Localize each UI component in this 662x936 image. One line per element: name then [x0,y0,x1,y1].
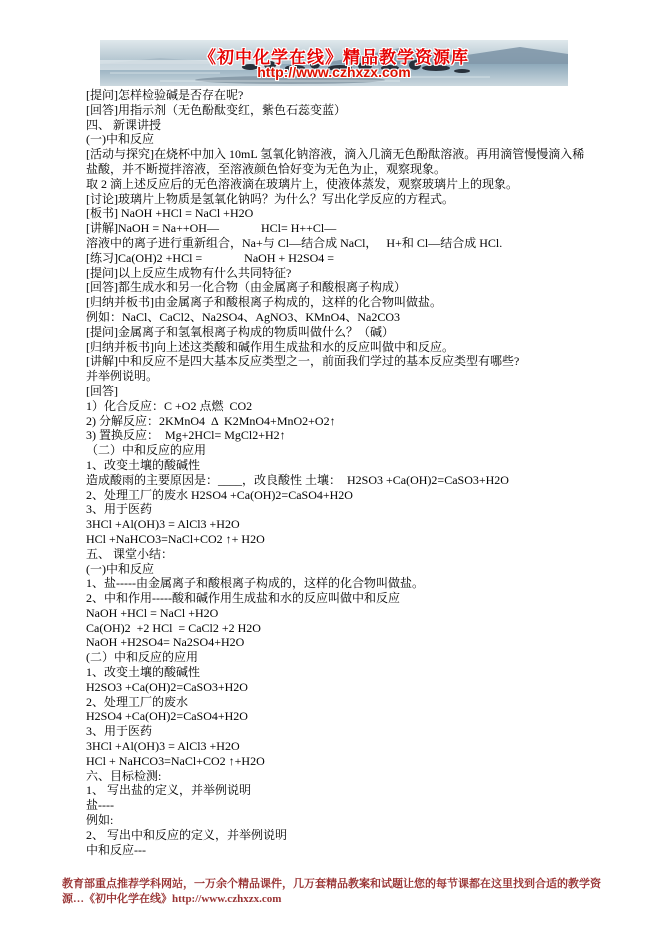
doc-line: 例如: [86,813,114,828]
footer-note [62,877,610,907]
doc-line: [提问]以上反应生成物有什么共同特征? [86,265,292,280]
doc-line: [回答]都生成水和另一化合物（由金属离子和酸根离子构成） [86,280,406,295]
doc-line: （二）中和反应的应用 [86,443,207,458]
doc-line: 造成酸雨的主要原因是：____，改良酸性 土壤： H2SO3 +Ca(OH)2=CaSO3+H2O [86,472,509,487]
doc-line: 2、处理工厂的废水 H2SO4 +Ca(OH)2=CaSO4+H2O [86,487,353,502]
doc-line: [讲解]NaOH = Na++OH— HCl= H++Cl— [86,221,337,236]
doc-line: (一)中和反应 [86,561,154,576]
doc-line: 四、 新课讲授 [86,117,162,132]
doc-line: 六、目标检测: [86,768,162,783]
footer-text: 教育部重点推荐学科网站，一万余个精品课件，几万套精品教案和试题让您的每节课都在这里找到合适的教学资源…《初中化学在线》 [62,878,601,905]
banner-title: 《初中化学在线》精品教学资源库 [199,48,469,68]
doc-line: [回答]用指示剂（无色酚酞变红，紫色石蕊变蓝） [86,102,346,117]
banner-url: http://www.czhxzx.com [257,64,411,80]
doc-line: 1、改变土壤的酸碱性 [86,665,201,680]
document-body [86,88,631,857]
doc-line: 3、用于医药 [86,724,153,739]
doc-line: [讲解]中和反应不是四大基本反应类型之一，前面我们学过的基本反应类型有哪些? [86,354,520,369]
doc-line: 中和反应--- [86,842,146,857]
doc-line: 例如：NaCl、CaCl2、Na2SO4、AgNO3、KMnO4、Na2CO3 [86,309,400,324]
doc-line: 取 2 滴上述反应后的无色溶液滴在玻璃片上，使液体蒸发，观察玻璃片上的现象。 [86,176,519,191]
doc-line: HCl +NaHCO3=NaCl+CO2 ↑+ H2O [86,531,265,546]
doc-line: HCl + NaHCO3=NaCl+CO2 ↑+H2O [86,753,265,768]
doc-line: [归纳并板书]向上述这类酸和碱作用生成盐和水的反应叫做中和反应。 [86,339,454,354]
doc-line: 1、改变土壤的酸碱性 [86,457,201,472]
doc-line: [板书] NaOH +HCl = NaCl +H2O [86,206,254,221]
doc-line: 2、中和作用-----酸和碱作用生成盐和水的反应叫做中和反应 [86,591,400,606]
doc-line: 1、 写出盐的定义，并举例说明 [86,783,252,798]
doc-line: (一)中和反应 [86,132,154,147]
doc-line: 3HCl +Al(OH)3 = AlCl3 +H2O [86,517,240,532]
doc-line: 盐---- [86,798,114,813]
doc-line: (二）中和反应的应用 [86,650,198,665]
doc-line: 3) 置换反应： Mg+2HCl= MgCl2+H2↑ [86,428,286,443]
doc-line: 3、用于医药 [86,502,153,517]
doc-line: [归纳并板书]由金属离子和酸根离子构成的，这样的化合物叫做盐。 [86,295,442,310]
doc-line: 2) 分解反应：2KMnO4 Δ K2MnO4+MnO2+O2↑ [86,413,336,428]
doc-line: 1）化合反应：C +O2 点燃 CO2 [86,398,253,413]
doc-line: H2SO4 +Ca(OH)2=CaSO4+H2O [86,709,248,724]
doc-line: NaOH +HCl = NaCl +H2O [86,605,219,620]
doc-line: Ca(OH)2 +2 HCl = CaCl2 +2 H2O [86,620,261,635]
doc-line: 并举例说明。 [86,369,159,384]
doc-line: 溶液中的离子进行重新组合，Na+与 Cl—结合成 NaCl， H+和 Cl—结合成 HCl. [86,235,503,250]
site-banner [100,40,568,86]
doc-line: [讨论]玻璃片上物质是氢氧化钠吗？为什么？写出化学反应的方程式。 [86,191,454,206]
doc-line: 2、处理工厂的废水 [86,694,189,709]
doc-line: 五、 课堂小结： [86,546,174,561]
doc-line: NaOH +H2SO4= Na2SO4+H2O [86,635,245,650]
footer-url: http://www.czhxzx.com [172,893,282,905]
doc-line: 1、盐-----由金属离子和酸根离子构成的，这样的化合物叫做盐。 [86,576,424,591]
doc-line: [提问]怎样检验碱是否存在呢? [86,88,244,102]
doc-line: 3HCl +Al(OH)3 = AlCl3 +H2O [86,739,240,754]
doc-line: 盐酸，并不断搅拌溶液，至溶液颜色恰好变为无色为止，观察现象。 [86,161,447,176]
doc-line: 2、 写出中和反应的定义，并举例说明 [86,827,288,842]
doc-line: [回答] [86,383,118,398]
doc-line: H2SO3 +Ca(OH)2=CaSO3+H2O [86,679,248,694]
doc-line: [提问]金属离子和氢氧根离子构成的物质叫做什么？（碱） [86,324,394,339]
doc-line: [练习]Ca(OH)2 +HCl = NaOH + H2SO4 = [86,250,335,265]
doc-line: [活动与探究]在烧杯中加入 10mL 氢氧化钠溶液，滴入几滴无色酚酞溶液。再用滴管慢慢滴入稀 [86,147,585,162]
